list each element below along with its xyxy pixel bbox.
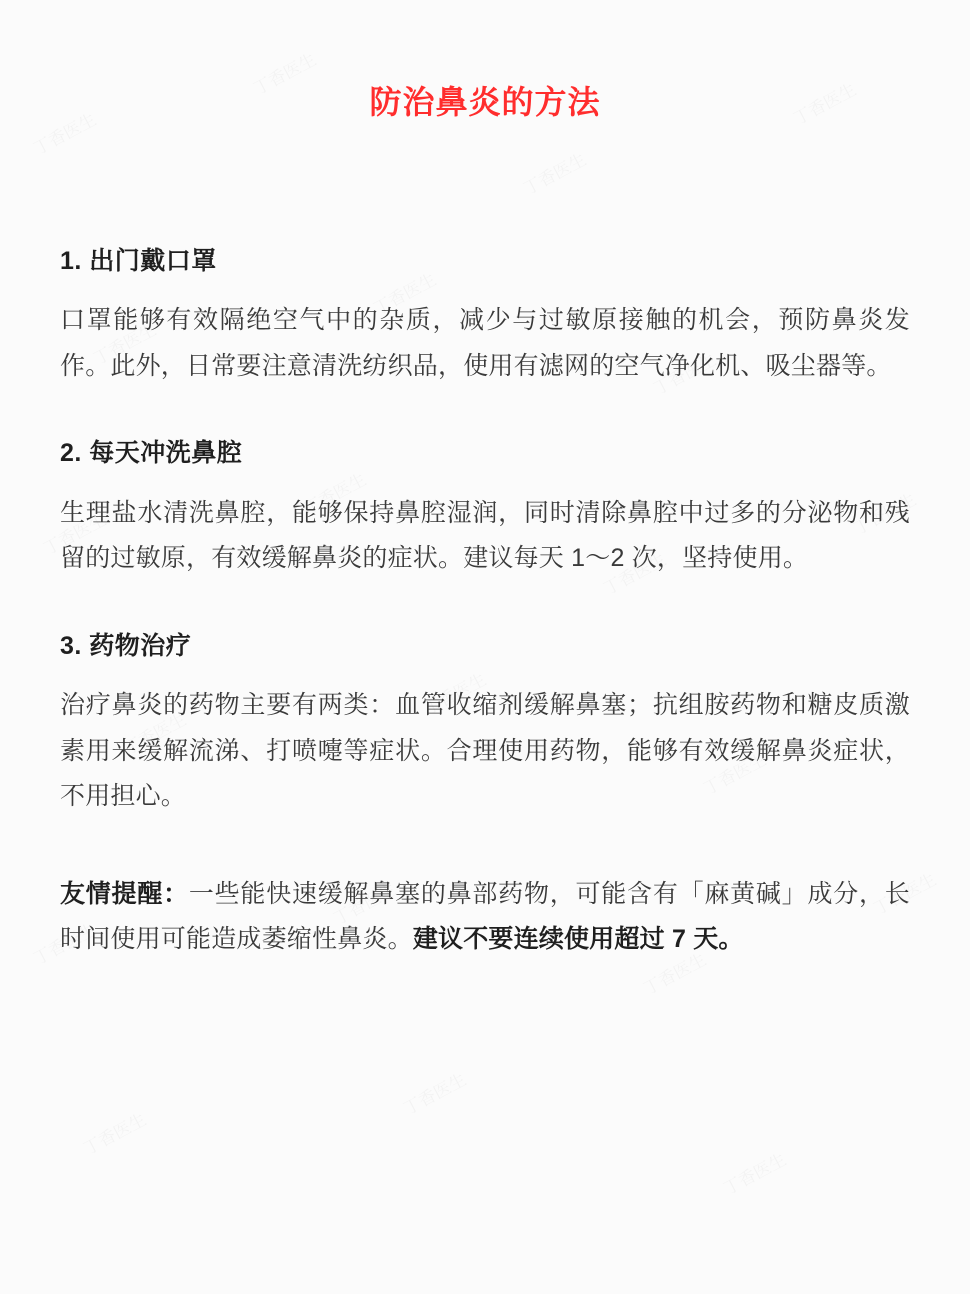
section-heading: 1. 出门戴口罩 [60,246,217,275]
section-body: 治疗鼻炎的药物主要有两类：血管收缩剂缓解鼻塞；抗组胺药物和糖皮质激素用来缓解流涕、打喷嚏等症状。合理使用药物，能够有效缓解鼻炎症状，不用担心。 [60,691,910,811]
section-1 [60,243,910,390]
section-heading: 3. 药物治疗 [60,631,192,660]
section-body: 口罩能够有效隔绝空气中的杂质，减少与过敏原接触的机会，预防鼻炎发作。此外，日常要注意清洗纺织品，使用有滤网的空气净化机、吸尘器等。 [60,306,910,380]
document-content [60,80,910,963]
watermark-text [718,1146,790,1200]
reminder-label: 友情提醒： [60,879,189,908]
reminder-text: 一些能快速缓解鼻塞的鼻部药物，可能含有「麻黄碱」成分，长时间使用可能造成萎缩性鼻炎。 [60,879,910,954]
watermark-text [78,1106,150,1160]
section-2 [60,435,910,582]
friendly-reminder [60,872,910,963]
section-3 [60,628,910,820]
watermark-text [398,1066,470,1120]
section-body: 生理盐水清洗鼻腔，能够保持鼻腔湿润，同时清除鼻腔中过多的分泌物和残留的过敏原，有效缓解鼻炎的症状。建议每天 1〜2 次，坚持使用。 [60,498,910,573]
section-heading: 2. 每天冲洗鼻腔 [60,439,243,468]
page-title: 防治鼻炎的方法 [369,84,601,120]
title-spacer [60,125,910,243]
reminder-emphasis: 建议不要连续使用超过 7 天。 [412,925,744,954]
